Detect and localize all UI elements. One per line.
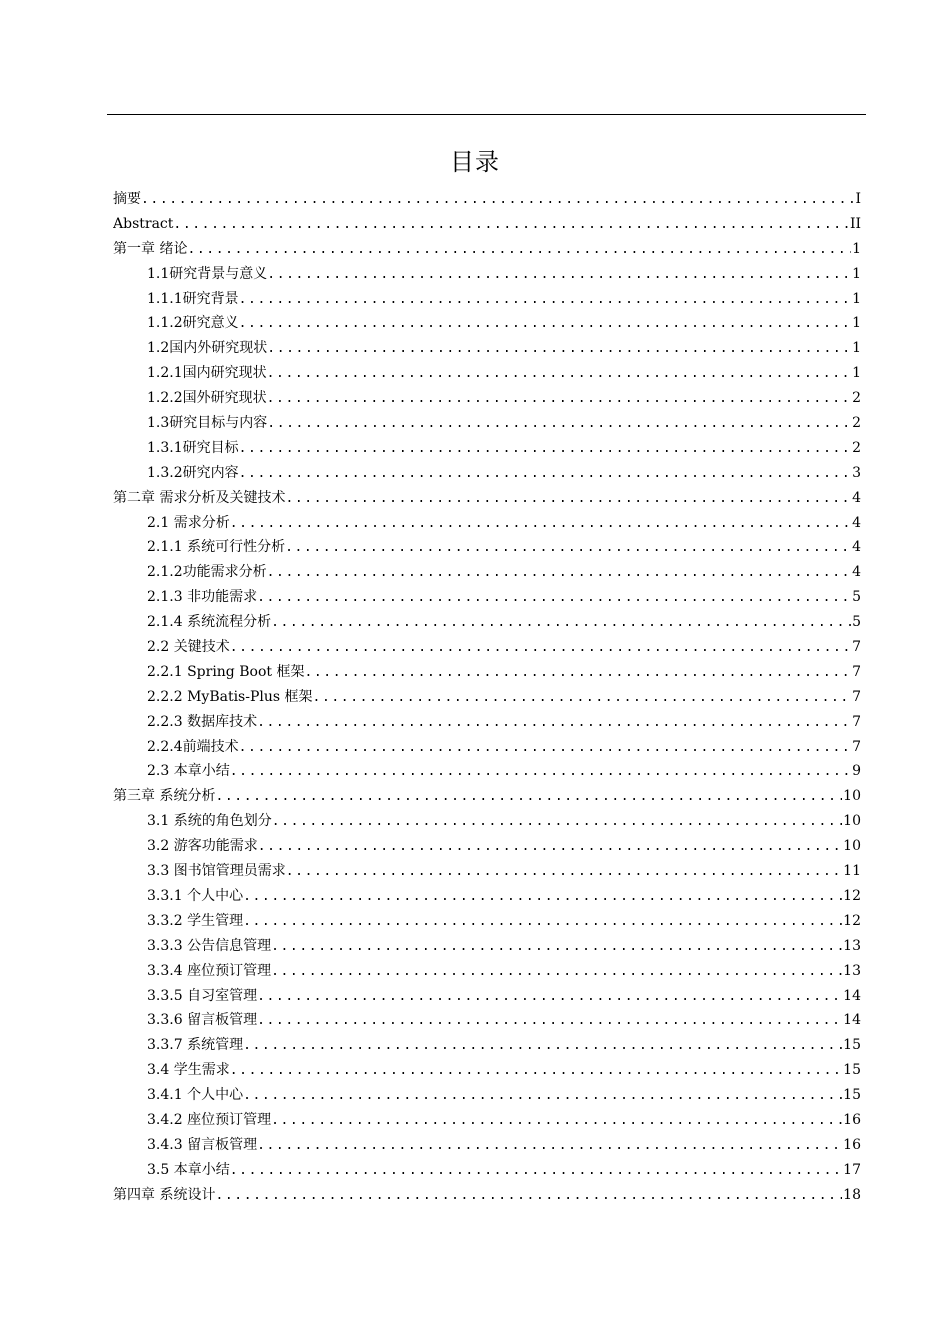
toc-entry-label: 3.4 学生需求 <box>147 1062 230 1079</box>
toc-page-number: 1 <box>852 290 861 307</box>
toc-dot-leader <box>285 536 851 560</box>
toc-entry-label: 2.1.1 系统可行性分析 <box>147 539 286 556</box>
toc-dot-leader <box>257 586 851 610</box>
toc-entry-label: 2.2.1 Spring Boot 框架 <box>147 663 305 680</box>
toc-entry[interactable] <box>113 959 861 984</box>
toc-entry-label: 3.3.7 系统管理 <box>147 1037 244 1054</box>
toc-entry[interactable] <box>113 1008 861 1033</box>
toc-entry[interactable] <box>113 361 861 386</box>
toc-entry[interactable] <box>113 187 861 212</box>
toc-entry[interactable] <box>113 1183 861 1208</box>
toc-entry[interactable] <box>113 585 861 610</box>
toc-dot-leader <box>215 785 842 809</box>
toc-page-number: 4 <box>852 564 861 581</box>
toc-dot-leader <box>239 288 851 312</box>
toc-page-number: 1 <box>852 240 861 257</box>
toc-entry-label: 3.3.2 学生管理 <box>147 912 244 929</box>
toc-page-number: 4 <box>852 514 861 531</box>
header-rule <box>107 114 866 115</box>
toc-entry-label: 摘要 <box>113 191 141 207</box>
toc-entry[interactable] <box>113 311 861 336</box>
toc-page-number: II <box>849 215 861 232</box>
toc-dot-leader <box>267 263 851 287</box>
toc-entry[interactable] <box>113 336 861 361</box>
toc-dot-leader <box>267 387 851 411</box>
toc-entry[interactable] <box>113 859 861 884</box>
toc-page-number: I <box>855 191 861 207</box>
toc-entry-label: 2.2.2 MyBatis-Plus 框架 <box>147 688 313 705</box>
toc-entry[interactable] <box>113 262 861 287</box>
toc-page-number: 2 <box>852 439 861 456</box>
toc-page-number: 1 <box>852 365 861 382</box>
toc-entry[interactable] <box>113 884 861 909</box>
toc-entry-label: 第三章 系统分析 <box>113 788 216 805</box>
toc-dot-leader <box>239 462 851 486</box>
toc-page-number: 12 <box>843 912 861 929</box>
toc-entry-label: 第一章 绪论 <box>113 240 188 257</box>
toc-page-number: 17 <box>843 1161 861 1178</box>
toc-entry[interactable] <box>113 759 861 784</box>
toc-page-number: 13 <box>843 937 861 954</box>
toc-entry-label: 3.4.1 个人中心 <box>147 1087 244 1104</box>
toc-page-number: 13 <box>843 962 861 979</box>
toc-page-number: 16 <box>843 1136 861 1153</box>
toc-entry-label: 2.2.4前端技术 <box>147 738 239 755</box>
toc-entry[interactable] <box>113 610 861 635</box>
toc-page-number: 12 <box>843 887 861 904</box>
toc-dot-leader <box>230 1059 842 1083</box>
toc-entry[interactable] <box>113 660 861 685</box>
toc-entry[interactable] <box>113 1033 861 1058</box>
toc-page-number: 11 <box>843 863 861 880</box>
toc-entry[interactable] <box>113 834 861 859</box>
toc-page-number: 2 <box>852 390 861 407</box>
toc-page-number: 7 <box>852 663 861 680</box>
toc-dot-leader <box>243 1034 842 1058</box>
toc-page-number: 1 <box>852 315 861 332</box>
toc-dot-leader <box>230 636 851 660</box>
toc-entry-label: 1.3.2研究内容 <box>147 464 239 481</box>
toc-entry-label: 第二章 需求分析及关键技术 <box>113 489 286 506</box>
toc-dot-leader <box>257 1009 842 1033</box>
toc-dot-leader <box>243 1084 842 1108</box>
toc-page-number: 3 <box>852 464 861 481</box>
toc-entry-label: 1.1.2研究意义 <box>147 315 239 332</box>
toc-entry[interactable] <box>113 535 861 560</box>
toc-entry[interactable] <box>113 386 861 411</box>
toc-entry-label: 3.1 系统的角色划分 <box>147 813 272 830</box>
toc-dot-leader <box>271 960 842 984</box>
toc-entry[interactable] <box>113 461 861 486</box>
toc-page-number: 9 <box>852 763 861 780</box>
toc-page-number: 5 <box>852 589 861 606</box>
toc-entry[interactable] <box>113 909 861 934</box>
toc-entry[interactable] <box>113 1058 861 1083</box>
toc-entry-label: 1.2.1国内研究现状 <box>147 365 267 382</box>
toc-entry-label: 3.3.3 公告信息管理 <box>147 937 272 954</box>
toc-page-number: 7 <box>852 713 861 730</box>
toc-page-number: 1 <box>852 340 861 357</box>
toc-dot-leader <box>257 711 851 735</box>
toc-entry-label: 1.3研究目标与内容 <box>147 415 268 432</box>
toc-page-number: 16 <box>843 1111 861 1128</box>
toc-dot-leader <box>257 1134 842 1158</box>
toc-entry[interactable] <box>113 237 861 262</box>
toc-page-number: 10 <box>843 838 861 855</box>
toc-dot-leader <box>215 1184 842 1208</box>
toc-page-number: 10 <box>843 813 861 830</box>
toc-page-number: 1 <box>852 265 861 282</box>
toc-entry-label: 1.2.2国外研究现状 <box>147 390 267 407</box>
toc-dot-leader <box>258 835 842 859</box>
toc-entry[interactable] <box>113 486 861 511</box>
toc-dot-leader <box>230 760 851 784</box>
toc-entry[interactable] <box>113 984 861 1009</box>
toc-dot-leader <box>267 337 851 361</box>
toc-page-number: 7 <box>852 639 861 656</box>
toc-entry[interactable] <box>113 809 861 834</box>
toc-entry-label: 3.4.3 留言板管理 <box>147 1136 258 1153</box>
toc-entry[interactable] <box>113 511 861 536</box>
toc-entry-label: 2.1.3 非功能需求 <box>147 589 258 606</box>
toc-entry-label: 3.3.4 座位预订管理 <box>147 962 272 979</box>
toc-page-number: 4 <box>852 489 861 506</box>
toc-dot-leader <box>230 1159 842 1183</box>
toc-dot-leader <box>257 985 842 1009</box>
toc-entry-label: Abstract <box>113 215 174 232</box>
toc-entry[interactable] <box>113 1133 861 1158</box>
toc-entry-label: 2.1.2功能需求分析 <box>147 564 267 581</box>
toc-page-number: 2 <box>852 415 861 432</box>
toc-entry-label: 3.3.1 个人中心 <box>147 887 244 904</box>
toc-entry[interactable] <box>113 287 861 312</box>
toc-entry[interactable] <box>113 560 861 585</box>
toc-entry[interactable] <box>113 784 861 809</box>
toc-dot-leader <box>173 213 849 237</box>
toc-entry[interactable] <box>113 710 861 735</box>
toc-entry-label: 2.2 关键技术 <box>147 639 230 656</box>
toc-dot-leader <box>267 412 851 436</box>
toc-entry[interactable] <box>113 635 861 660</box>
toc-page-number: 14 <box>843 1012 861 1029</box>
toc-page-number: 4 <box>852 539 861 556</box>
toc-entry[interactable] <box>113 934 861 959</box>
toc-dot-leader <box>271 935 842 959</box>
toc-entry[interactable] <box>113 212 861 237</box>
toc-dot-leader <box>243 885 842 909</box>
toc-dot-leader <box>239 736 851 760</box>
toc-entry-label: 3.2 游客功能需求 <box>147 838 258 855</box>
toc-entry-label: 1.1.1研究背景 <box>147 290 239 307</box>
toc-page-number: 15 <box>843 1062 861 1079</box>
toc-page-number: 7 <box>852 688 861 705</box>
toc-entry-label: 3.3 图书馆管理员需求 <box>147 863 286 880</box>
toc-entry[interactable] <box>113 436 861 461</box>
toc-dot-leader <box>272 810 842 834</box>
toc-entry-label: 2.2.3 数据库技术 <box>147 713 258 730</box>
toc-dot-leader <box>313 686 852 710</box>
toc-entry-label: 2.1.4 系统流程分析 <box>147 614 272 631</box>
toc-dot-leader <box>267 561 851 585</box>
toc-entry-label: 第四章 系统设计 <box>113 1186 216 1203</box>
toc-entry[interactable] <box>113 1108 861 1133</box>
page-title: 目录 <box>450 148 500 176</box>
toc-entry-label: 2.1 需求分析 <box>147 514 230 531</box>
toc-dot-leader <box>304 661 851 685</box>
table-of-contents <box>113 187 861 1208</box>
toc-dot-leader <box>239 437 851 461</box>
toc-entry-label: 3.5 本章小结 <box>147 1161 230 1178</box>
toc-page-number: 15 <box>843 1037 861 1054</box>
toc-dot-leader <box>187 238 851 262</box>
toc-dot-leader <box>271 1109 842 1133</box>
toc-entry[interactable] <box>113 411 861 436</box>
toc-entry-label: 1.3.1研究目标 <box>147 439 239 456</box>
toc-entry-label: 2.3 本章小结 <box>147 763 230 780</box>
toc-page-number: 15 <box>843 1087 861 1104</box>
toc-entry-label: 1.1研究背景与意义 <box>147 265 268 282</box>
toc-entry[interactable] <box>113 735 861 760</box>
toc-page-number: 10 <box>843 788 861 805</box>
toc-dot-leader <box>271 611 851 635</box>
toc-entry-label: 3.4.2 座位预订管理 <box>147 1111 272 1128</box>
toc-dot-leader <box>239 312 851 336</box>
toc-dot-leader <box>230 512 851 536</box>
toc-dot-leader <box>286 860 842 884</box>
toc-entry[interactable] <box>113 1083 861 1108</box>
toc-entry[interactable] <box>113 685 861 710</box>
toc-dot-leader <box>243 910 842 934</box>
toc-entry-label: 1.2国内外研究现状 <box>147 340 268 357</box>
toc-entry-label: 3.3.5 自习室管理 <box>147 987 258 1004</box>
toc-entry-label: 3.3.6 留言板管理 <box>147 1012 258 1029</box>
toc-dot-leader <box>141 188 854 212</box>
toc-dot-leader <box>285 487 851 511</box>
toc-page-number: 14 <box>843 987 861 1004</box>
toc-dot-leader <box>267 362 851 386</box>
toc-page-number: 7 <box>852 738 861 755</box>
toc-entry[interactable] <box>113 1158 861 1183</box>
toc-page-number: 5 <box>852 614 861 631</box>
toc-page-number: 18 <box>843 1186 861 1203</box>
